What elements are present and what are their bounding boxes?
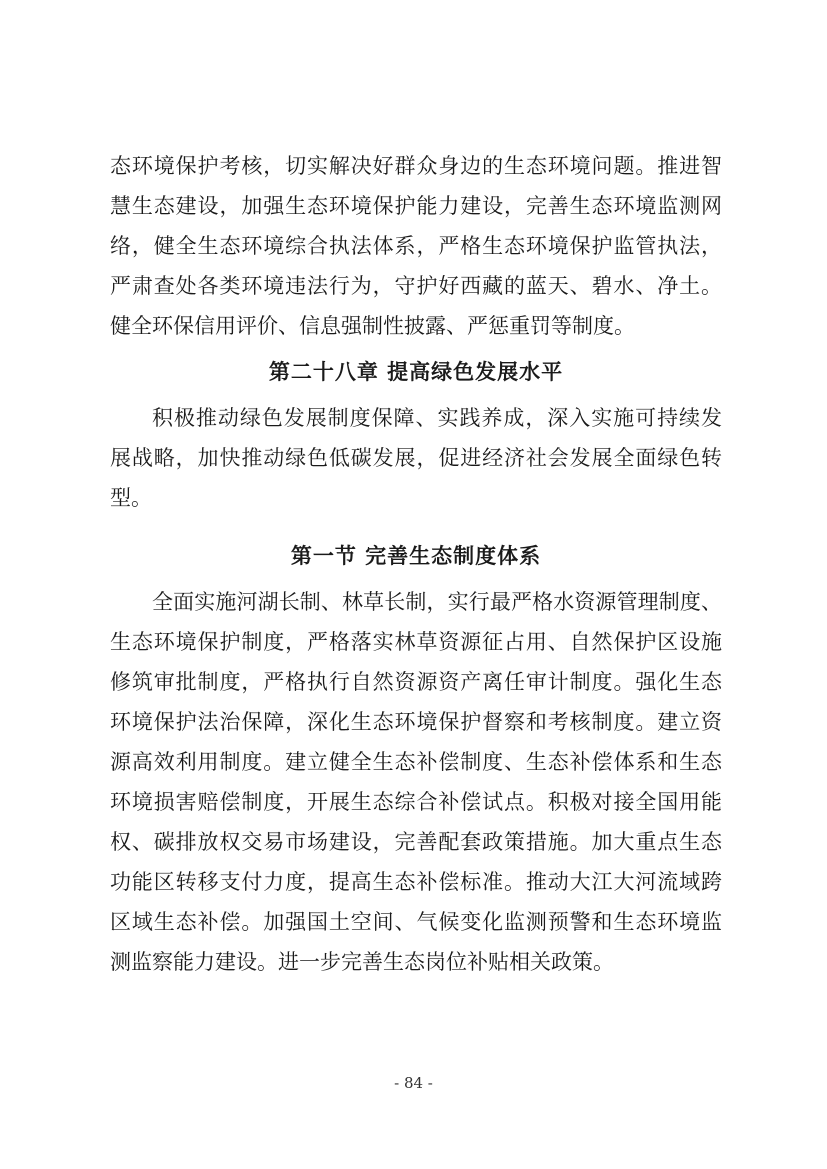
text-line: 功能区转移支付力度，提高生态补偿标准。推动大江大河流域跨 <box>110 870 722 894</box>
text-line: 严肃查处各类环境违法行为，守护好西藏的蓝天、碧水、净土。 <box>110 274 722 298</box>
text-line: 展战略，加快推动绿色低碳发展，促进经济社会发展全面绿色转 <box>110 446 722 470</box>
text-line: 环境保护法治保障，深化生态环境保护督察和考核制度。建立资 <box>110 710 722 734</box>
text-line: 健全环保信用评价、信息强制性披露、严惩重罚等制度。 <box>110 314 635 338</box>
text-line: 全面实施河湖长制、林草长制，实行最严格水资源管理制度、 <box>152 590 722 614</box>
chapter-heading: 第二十八章 提高绿色发展水平 <box>268 360 564 384</box>
text-line: 慧生态建设，加强生态环境保护能力建设，完善生态环境监测网 <box>110 194 722 218</box>
text-line: 测监察能力建设。进一步完善生态岗位补贴相关政策。 <box>110 950 614 974</box>
text-line: 络，健全生态环境综合执法体系，严格生态环境保护监管执法， <box>110 234 722 258</box>
text-line: 权、碳排放权交易市场建设，完善配套政策措施。加大重点生态 <box>110 830 722 854</box>
section-heading: 第一节 完善生态制度体系 <box>290 544 542 568</box>
text-line: 态环境保护考核，切实解决好群众身边的生态环境问题。推进智 <box>110 154 722 178</box>
text-line: 生态环境保护制度，严格落实林草资源征占用、自然保护区设施 <box>110 630 722 654</box>
text-line: 区域生态补偿。加强国土空间、气候变化监测预警和生态环境监 <box>110 910 722 934</box>
text-line: 源高效利用制度。建立健全生态补偿制度、生态补偿体系和生态 <box>110 750 722 774</box>
text-line: 型。 <box>110 486 152 510</box>
text-line: 积极推动绿色发展制度保障、实践养成，深入实施可持续发 <box>152 406 722 430</box>
paragraph-chapter-intro <box>110 398 722 518</box>
text-line: 修筑审批制度，严格执行自然资源资产离任审计制度。强化生态 <box>110 670 722 694</box>
paragraph-continued <box>110 146 722 346</box>
paragraph-section-body <box>110 582 722 982</box>
page-number: - 84 - <box>394 1074 433 1092</box>
text-line: 环境损害赔偿制度，开展生态综合补偿试点。积极对接全国用能 <box>110 790 722 814</box>
page-content <box>110 146 722 982</box>
